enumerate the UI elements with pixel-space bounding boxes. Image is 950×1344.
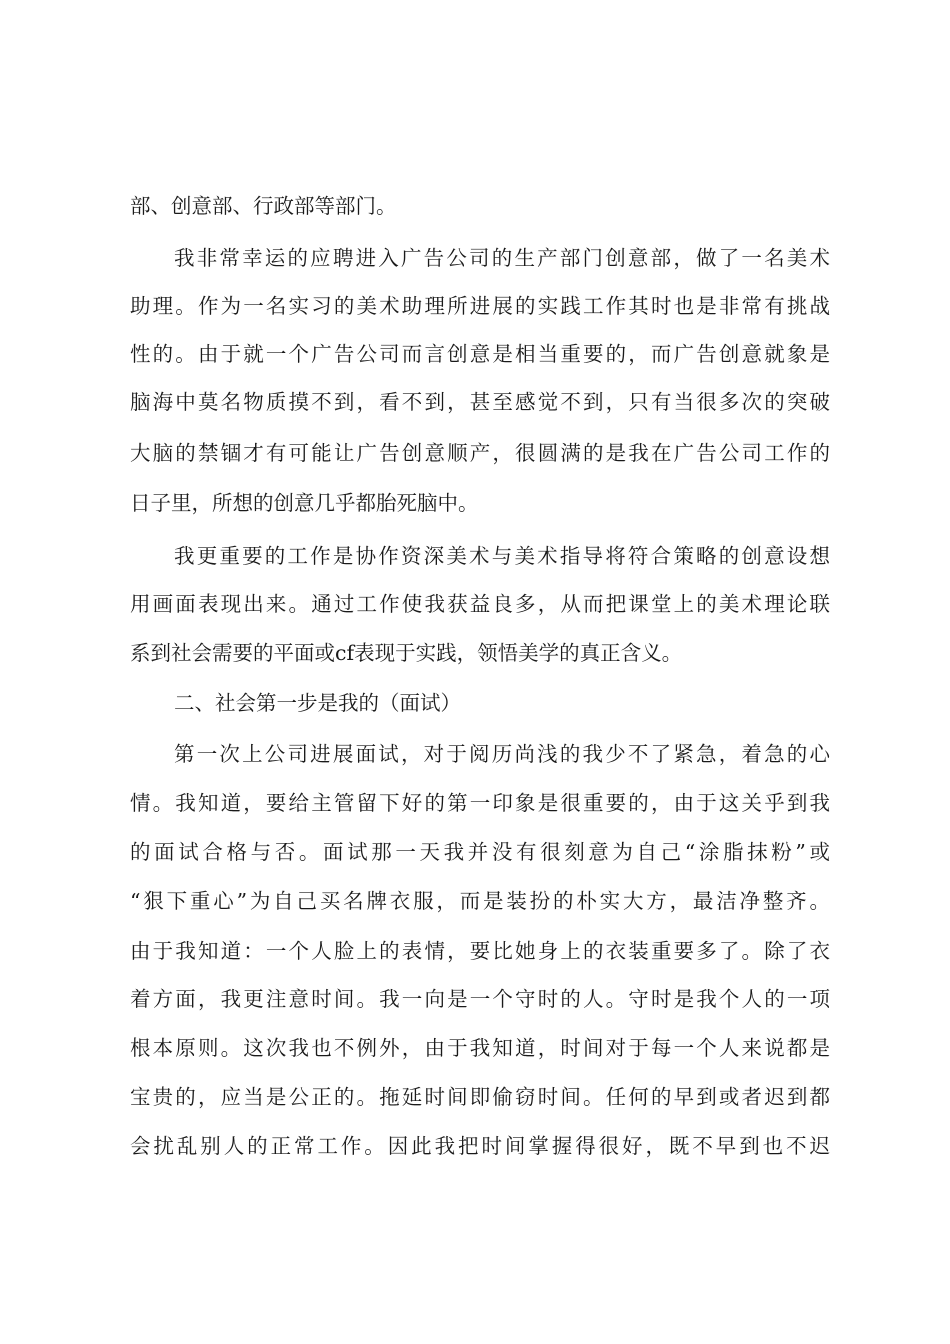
text-line: 着方面，我更注意时间。我一向是一个守时的人。守时是我个人的一项 [130,987,830,1011]
text-line: 的面试合格与否。面试那一天我并没有很刻意为自己“涂脂抹粉”或 [130,840,830,864]
text-line: 性的。由于就一个广告公司而言创意是相当重要的，而广告创意就象是 [130,342,830,366]
text-line: 助理。作为一名实习的美术助理所进展的实践工作其时也是非常有挑战 [130,294,830,318]
text-line: 大脑的禁锢才有可能让广告创意顺产，很圆满的是我在广告公司工作的 [130,441,830,465]
text-line: 我更重要的工作是协作资深美术与美术指导将符合策略的创意设想 [174,544,830,568]
text-line: 根本原则。这次我也不例外，由于我知道，时间对于每一个人来说都是 [130,1036,830,1060]
text-line: 日子里，所想的创意几乎都胎死脑中。 [130,491,479,515]
text-line: 会扰乱别人的正常工作。因此我把时间掌握得很好，既不早到也不迟 [130,1134,830,1158]
text-line: 用画面表现出来。通过工作使我获益良多，从而把课堂上的美术理论联 [130,592,830,616]
text-line: 第一次上公司进展面试，对于阅历尚浅的我少不了紧急，着急的心 [174,742,830,766]
section-heading: 二、社会第一步是我的（面试） [174,691,461,715]
text-line: 宝贵的，应当是公正的。拖延时间即偷窃时间。任何的早到或者迟到都 [130,1085,830,1109]
text-line: 情。我知道，要给主管留下好的第一印象是很重要的，由于这关乎到我 [130,791,830,815]
text-line: 系到社会需要的平面或cf表现于实践，领悟美学的真正含义。 [130,641,683,665]
text-line: “狠下重心”为自己买名牌衣服，而是装扮的朴实大方，最洁净整齐。 [130,889,830,913]
text-line: 部、创意部、行政部等部门。 [130,194,397,218]
text-line: 我非常幸运的应聘进入广告公司的生产部门创意部，做了一名美术 [174,246,830,270]
text-line: 由于我知道：一个人脸上的表情，要比她身上的衣装重要多了。除了衣 [130,939,830,963]
text-line: 脑海中莫名物质摸不到，看不到，甚至感觉不到，只有当很多次的突破 [130,390,830,414]
